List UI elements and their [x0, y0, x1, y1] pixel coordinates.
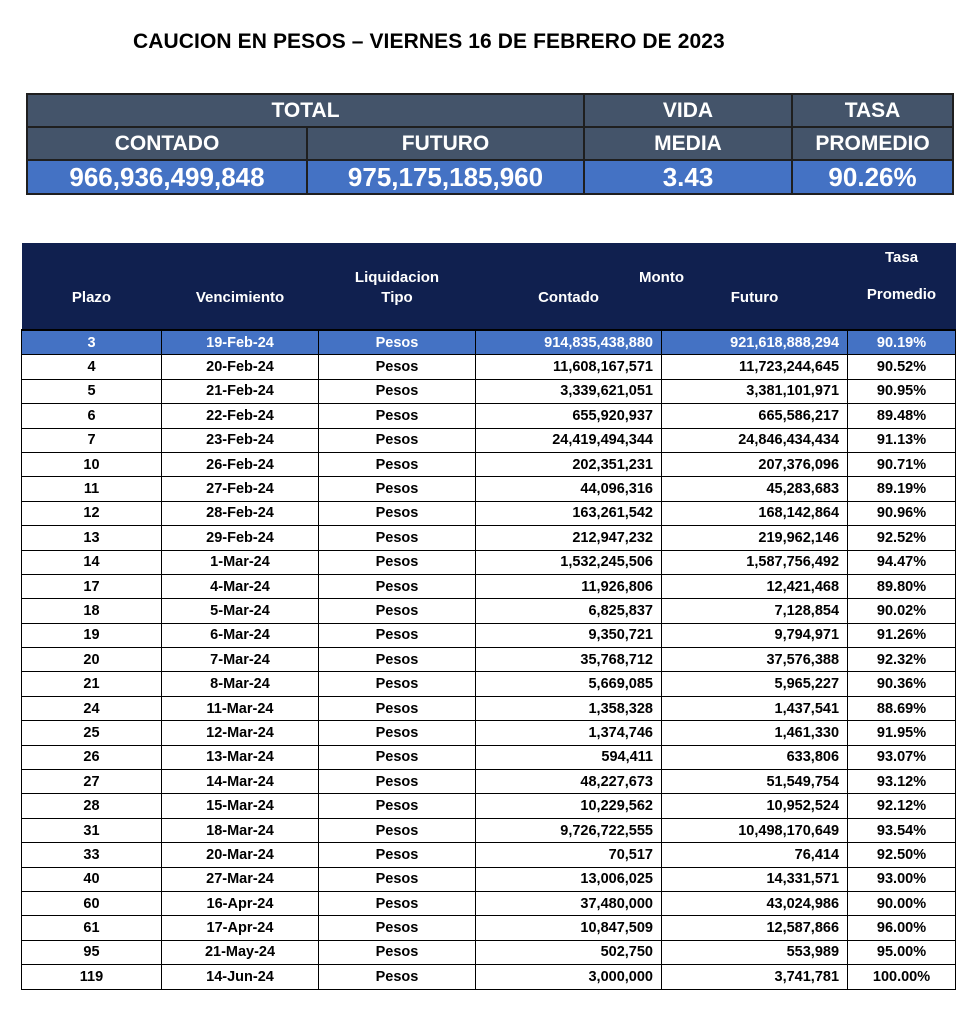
plazo-cell: 26 — [22, 745, 162, 769]
contado-cell: 914,835,438,880 — [476, 330, 662, 355]
tasa-cell: 91.13% — [848, 428, 956, 452]
plazo-cell: 11 — [22, 477, 162, 501]
tipo-cell: Pesos — [319, 404, 476, 428]
tipo-cell: Pesos — [319, 867, 476, 891]
futuro-cell: 10,952,524 — [662, 794, 848, 818]
tipo-cell: Pesos — [319, 550, 476, 574]
tasa-cell: 88.69% — [848, 696, 956, 720]
futuro-cell: 921,618,888,294 — [662, 330, 848, 355]
contado-cell: 11,926,806 — [476, 574, 662, 598]
vida-header-line2: MEDIA — [584, 127, 792, 160]
futuro-cell: 43,024,986 — [662, 891, 848, 915]
table-row — [22, 843, 956, 867]
plazo-cell: 14 — [22, 550, 162, 574]
vencimiento-cell: 17-Apr-24 — [162, 916, 319, 940]
detail-table — [21, 243, 956, 990]
table-row — [22, 428, 956, 452]
vencimiento-cell: 20-Feb-24 — [162, 355, 319, 379]
tasa-cell: 93.00% — [848, 867, 956, 891]
plazo-cell: 33 — [22, 843, 162, 867]
contado-cell: 502,750 — [476, 940, 662, 964]
contado-cell: 35,768,712 — [476, 648, 662, 672]
table-row — [22, 672, 956, 696]
vencimiento-cell: 21-May-24 — [162, 940, 319, 964]
futuro-cell: 76,414 — [662, 843, 848, 867]
tipo-cell: Pesos — [319, 916, 476, 940]
futuro-cell: 665,586,217 — [662, 404, 848, 428]
plazo-cell: 10 — [22, 452, 162, 476]
plazo-cell: 95 — [22, 940, 162, 964]
plazo-cell: 19 — [22, 623, 162, 647]
contado-cell: 9,350,721 — [476, 623, 662, 647]
table-row — [22, 745, 956, 769]
futuro-cell: 14,331,571 — [662, 867, 848, 891]
header-spacer-plazo — [22, 243, 162, 286]
futuro-cell: 37,576,388 — [662, 648, 848, 672]
tipo-cell: Pesos — [319, 843, 476, 867]
plazo-cell: 28 — [22, 794, 162, 818]
vida-header-line1: VIDA — [584, 94, 792, 127]
plazo-cell: 4 — [22, 355, 162, 379]
table-row — [22, 648, 956, 672]
contado-cell: 6,825,837 — [476, 599, 662, 623]
contado-cell: 202,351,231 — [476, 452, 662, 476]
tipo-cell: Pesos — [319, 355, 476, 379]
table-row — [22, 696, 956, 720]
tasa-cell: 93.07% — [848, 745, 956, 769]
contado-cell: 1,374,746 — [476, 721, 662, 745]
tasa-cell: 96.00% — [848, 916, 956, 940]
vencimiento-cell: 16-Apr-24 — [162, 891, 319, 915]
total-header: TOTAL — [27, 94, 584, 127]
header-tipo: Tipo — [319, 286, 476, 330]
contado-cell: 70,517 — [476, 843, 662, 867]
vencimiento-cell: 15-Mar-24 — [162, 794, 319, 818]
tasa-cell: 92.12% — [848, 794, 956, 818]
tipo-cell: Pesos — [319, 818, 476, 842]
vencimiento-cell: 6-Mar-24 — [162, 623, 319, 647]
plazo-cell: 12 — [22, 501, 162, 525]
table-row — [22, 965, 956, 989]
header-futuro: Futuro — [662, 286, 848, 330]
table-row — [22, 550, 956, 574]
vencimiento-cell: 13-Mar-24 — [162, 745, 319, 769]
futuro-cell: 1,587,756,492 — [662, 550, 848, 574]
vencimiento-cell: 29-Feb-24 — [162, 526, 319, 550]
tasa-cell: 92.52% — [848, 526, 956, 550]
futuro-cell: 51,549,754 — [662, 770, 848, 794]
futuro-cell: 7,128,854 — [662, 599, 848, 623]
table-row — [22, 355, 956, 379]
vida-media-value: 3.43 — [584, 160, 792, 194]
contado-cell: 655,920,937 — [476, 404, 662, 428]
vencimiento-cell: 18-Mar-24 — [162, 818, 319, 842]
tasa-header-line2: PROMEDIO — [792, 127, 953, 160]
table-row — [22, 818, 956, 842]
contado-header: CONTADO — [27, 127, 307, 160]
tipo-cell: Pesos — [319, 452, 476, 476]
vencimiento-cell: 11-Mar-24 — [162, 696, 319, 720]
plazo-cell: 61 — [22, 916, 162, 940]
tipo-cell: Pesos — [319, 574, 476, 598]
table-row — [22, 452, 956, 476]
table-row — [22, 599, 956, 623]
contado-total-value: 966,936,499,848 — [27, 160, 307, 194]
detail-body — [22, 330, 956, 989]
tasa-cell: 90.52% — [848, 355, 956, 379]
contado-cell: 1,532,245,506 — [476, 550, 662, 574]
contado-cell: 13,006,025 — [476, 867, 662, 891]
contado-cell: 24,419,494,344 — [476, 428, 662, 452]
plazo-cell: 7 — [22, 428, 162, 452]
plazo-cell: 27 — [22, 770, 162, 794]
contado-cell: 44,096,316 — [476, 477, 662, 501]
vencimiento-cell: 5-Mar-24 — [162, 599, 319, 623]
futuro-cell: 11,723,244,645 — [662, 355, 848, 379]
tasa-cell: 90.19% — [848, 330, 956, 355]
contado-cell: 10,847,509 — [476, 916, 662, 940]
tipo-cell: Pesos — [319, 940, 476, 964]
tipo-cell: Pesos — [319, 623, 476, 647]
futuro-total-value: 975,175,185,960 — [307, 160, 584, 194]
plazo-cell: 18 — [22, 599, 162, 623]
table-row — [22, 404, 956, 428]
tipo-cell: Pesos — [319, 696, 476, 720]
table-row — [22, 721, 956, 745]
vencimiento-cell: 1-Mar-24 — [162, 550, 319, 574]
tipo-cell: Pesos — [319, 526, 476, 550]
tipo-cell: Pesos — [319, 965, 476, 989]
table-row — [22, 770, 956, 794]
tasa-promedio-value: 90.26% — [792, 160, 953, 194]
header-spacer-vencimiento — [162, 243, 319, 286]
plazo-cell: 3 — [22, 330, 162, 355]
tipo-cell: Pesos — [319, 599, 476, 623]
tasa-cell: 90.00% — [848, 891, 956, 915]
futuro-cell: 168,142,864 — [662, 501, 848, 525]
header-vencimiento: Vencimiento — [162, 286, 319, 330]
futuro-cell: 1,437,541 — [662, 696, 848, 720]
futuro-cell: 24,846,434,434 — [662, 428, 848, 452]
plazo-cell: 24 — [22, 696, 162, 720]
tipo-cell: Pesos — [319, 770, 476, 794]
tasa-cell: 92.32% — [848, 648, 956, 672]
futuro-cell: 10,498,170,649 — [662, 818, 848, 842]
vencimiento-cell: 26-Feb-24 — [162, 452, 319, 476]
plazo-cell: 20 — [22, 648, 162, 672]
futuro-cell: 633,806 — [662, 745, 848, 769]
vencimiento-cell: 12-Mar-24 — [162, 721, 319, 745]
tasa-cell: 95.00% — [848, 940, 956, 964]
vencimiento-cell: 14-Jun-24 — [162, 965, 319, 989]
contado-cell: 37,480,000 — [476, 891, 662, 915]
tipo-cell: Pesos — [319, 794, 476, 818]
vencimiento-cell: 27-Feb-24 — [162, 477, 319, 501]
futuro-cell: 12,421,468 — [662, 574, 848, 598]
tasa-cell: 90.71% — [848, 452, 956, 476]
vencimiento-cell: 19-Feb-24 — [162, 330, 319, 355]
header-liquidacion: Liquidacion — [319, 243, 476, 286]
tasa-header-line1: TASA — [792, 94, 953, 127]
table-row — [22, 526, 956, 550]
futuro-cell: 5,965,227 — [662, 672, 848, 696]
futuro-cell: 3,381,101,971 — [662, 379, 848, 403]
contado-cell: 5,669,085 — [476, 672, 662, 696]
contado-cell: 212,947,232 — [476, 526, 662, 550]
tasa-cell: 90.36% — [848, 672, 956, 696]
contado-cell: 48,227,673 — [476, 770, 662, 794]
table-row — [22, 940, 956, 964]
futuro-cell: 219,962,146 — [662, 526, 848, 550]
vencimiento-cell: 14-Mar-24 — [162, 770, 319, 794]
table-row — [22, 477, 956, 501]
vencimiento-cell: 4-Mar-24 — [162, 574, 319, 598]
plazo-cell: 25 — [22, 721, 162, 745]
tasa-cell: 89.48% — [848, 404, 956, 428]
contado-cell: 3,339,621,051 — [476, 379, 662, 403]
tasa-cell: 94.47% — [848, 550, 956, 574]
vencimiento-cell: 21-Feb-24 — [162, 379, 319, 403]
vencimiento-cell: 22-Feb-24 — [162, 404, 319, 428]
header-contado: Contado — [476, 286, 662, 330]
tipo-cell: Pesos — [319, 721, 476, 745]
page-title: CAUCION EN PESOS – VIERNES 16 DE FEBRERO DE 2023 — [133, 30, 725, 53]
tipo-cell: Pesos — [319, 379, 476, 403]
plazo-cell: 5 — [22, 379, 162, 403]
contado-cell: 3,000,000 — [476, 965, 662, 989]
futuro-cell: 45,283,683 — [662, 477, 848, 501]
table-row — [22, 379, 956, 403]
tipo-cell: Pesos — [319, 672, 476, 696]
tasa-cell: 91.26% — [848, 623, 956, 647]
futuro-cell: 553,989 — [662, 940, 848, 964]
vencimiento-cell: 20-Mar-24 — [162, 843, 319, 867]
plazo-cell: 6 — [22, 404, 162, 428]
table-row — [22, 916, 956, 940]
contado-cell: 163,261,542 — [476, 501, 662, 525]
table-row — [22, 330, 956, 355]
header-plazo: Plazo — [22, 286, 162, 330]
tasa-cell: 91.95% — [848, 721, 956, 745]
tipo-cell: Pesos — [319, 330, 476, 355]
vencimiento-cell: 7-Mar-24 — [162, 648, 319, 672]
contado-cell: 1,358,328 — [476, 696, 662, 720]
table-row — [22, 891, 956, 915]
table-row — [22, 501, 956, 525]
contado-cell: 594,411 — [476, 745, 662, 769]
tipo-cell: Pesos — [319, 745, 476, 769]
tasa-cell: 100.00% — [848, 965, 956, 989]
tasa-cell: 90.96% — [848, 501, 956, 525]
plazo-cell: 31 — [22, 818, 162, 842]
plazo-cell: 21 — [22, 672, 162, 696]
tipo-cell: Pesos — [319, 501, 476, 525]
vencimiento-cell: 28-Feb-24 — [162, 501, 319, 525]
tasa-cell: 90.02% — [848, 599, 956, 623]
plazo-cell: 17 — [22, 574, 162, 598]
tasa-cell: 89.80% — [848, 574, 956, 598]
vencimiento-cell: 23-Feb-24 — [162, 428, 319, 452]
tipo-cell: Pesos — [319, 477, 476, 501]
tipo-cell: Pesos — [319, 428, 476, 452]
futuro-cell: 3,741,781 — [662, 965, 848, 989]
plazo-cell: 119 — [22, 965, 162, 989]
table-row — [22, 574, 956, 598]
futuro-cell: 1,461,330 — [662, 721, 848, 745]
tasa-cell: 92.50% — [848, 843, 956, 867]
header-monto: Monto — [476, 243, 848, 286]
contado-cell: 9,726,722,555 — [476, 818, 662, 842]
tasa-cell: 93.54% — [848, 818, 956, 842]
plazo-cell: 60 — [22, 891, 162, 915]
tasa-cell: 90.95% — [848, 379, 956, 403]
tipo-cell: Pesos — [319, 648, 476, 672]
tasa-cell: 93.12% — [848, 770, 956, 794]
plazo-cell: 40 — [22, 867, 162, 891]
vencimiento-cell: 27-Mar-24 — [162, 867, 319, 891]
header-promedio: Promedio — [848, 286, 956, 330]
summary-table — [26, 93, 954, 195]
table-row — [22, 867, 956, 891]
table-row — [22, 794, 956, 818]
contado-cell: 11,608,167,571 — [476, 355, 662, 379]
table-row — [22, 623, 956, 647]
tipo-cell: Pesos — [319, 891, 476, 915]
header-tasa: Tasa — [848, 243, 956, 286]
plazo-cell: 13 — [22, 526, 162, 550]
vencimiento-cell: 8-Mar-24 — [162, 672, 319, 696]
contado-cell: 10,229,562 — [476, 794, 662, 818]
futuro-header: FUTURO — [307, 127, 584, 160]
futuro-cell: 207,376,096 — [662, 452, 848, 476]
futuro-cell: 9,794,971 — [662, 623, 848, 647]
tasa-cell: 89.19% — [848, 477, 956, 501]
futuro-cell: 12,587,866 — [662, 916, 848, 940]
